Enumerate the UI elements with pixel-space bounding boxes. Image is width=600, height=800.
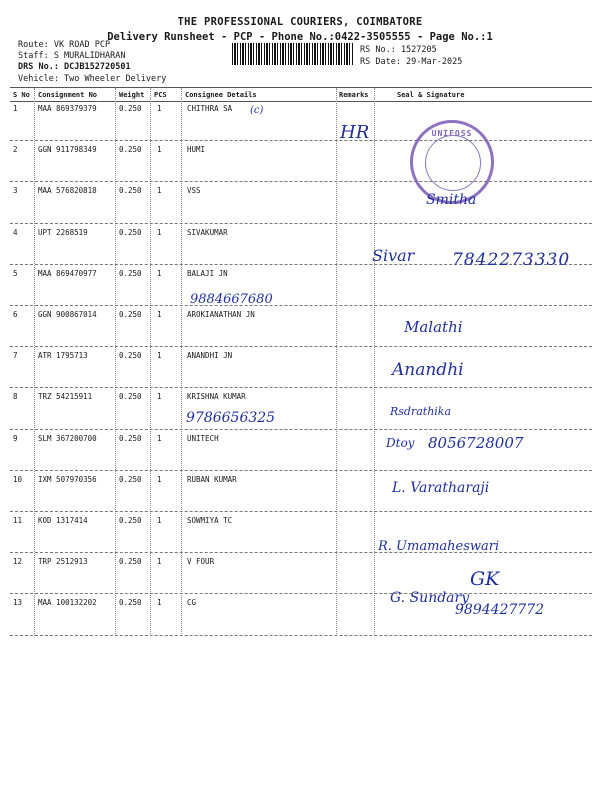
row-divider xyxy=(10,593,592,594)
cell-pcs: 1 xyxy=(157,227,162,237)
rs-date: RS Date: 29-Mar-2025 xyxy=(360,57,463,67)
cell-weight: 0.250 xyxy=(119,516,142,525)
cell-sno: 11 xyxy=(13,516,23,525)
cell-consignment: IXM 507970356 xyxy=(38,474,97,484)
cell-sno: 10 xyxy=(13,474,23,484)
cell-sno: 9 xyxy=(13,433,18,443)
cell-consignment: MAA 869379379 xyxy=(38,104,97,113)
cell-consignee: KRISHNA KUMAR xyxy=(187,392,246,402)
company-seal-stamp: UNIFOSS xyxy=(410,120,494,204)
row-divider xyxy=(10,140,592,141)
row-divider xyxy=(10,181,592,182)
cell-weight: 0.250 xyxy=(119,186,142,196)
row-divider xyxy=(10,635,592,636)
col-divider xyxy=(150,88,151,636)
cell-pcs: 1 xyxy=(157,392,162,402)
cell-weight: 0.250 xyxy=(119,598,142,608)
cell-consignment: MAA 100132202 xyxy=(38,598,97,608)
cell-sno: 4 xyxy=(13,227,18,237)
cell-sno: 8 xyxy=(13,392,18,402)
col-header-seal: Seal & Signature xyxy=(397,91,465,99)
cell-consignee: VSS xyxy=(187,186,201,196)
col-divider xyxy=(115,88,116,636)
row-divider xyxy=(10,511,592,512)
vehicle-label: Vehicle: Two Wheeler Delivery xyxy=(18,74,167,84)
cell-consignee: ANANDHI JN xyxy=(187,351,233,361)
handwritten-signature: R. Umamaheswari xyxy=(378,539,500,554)
drs-number: DRS No.: DCJB152720501 xyxy=(18,62,131,72)
handwritten-signature: L. Varatharaji xyxy=(392,480,490,496)
cell-consignee: RUBAN KUMAR xyxy=(187,474,237,484)
cell-sno: 1 xyxy=(13,104,18,113)
handwritten-signature: Anandhi xyxy=(392,360,464,380)
barcode xyxy=(232,43,354,65)
row-divider xyxy=(10,552,592,553)
cell-weight: 0.250 xyxy=(119,145,142,155)
col-divider xyxy=(181,88,182,636)
cell-pcs: 1 xyxy=(157,351,162,361)
cell-consignee: CG xyxy=(187,598,197,608)
cell-sno: 5 xyxy=(13,268,18,278)
handwritten-signature: Sivar xyxy=(372,246,415,265)
row-divider xyxy=(10,470,592,471)
handwritten-phone: 7842273330 xyxy=(452,250,571,270)
cell-consignee: CHITHRA SA xyxy=(187,104,233,113)
cell-weight: 0.250 xyxy=(119,474,142,484)
handwritten-note: (c) xyxy=(250,105,264,116)
handwritten-signature: Smitha xyxy=(426,192,477,208)
col-divider xyxy=(374,88,375,636)
cell-consignment: TRZ 54215911 xyxy=(38,392,93,402)
cell-consignee: HUMI xyxy=(187,145,206,155)
col-divider xyxy=(34,88,35,636)
col-header-pcs: PCS xyxy=(154,91,167,99)
cell-weight: 0.250 xyxy=(119,351,142,361)
handwritten-phone: 9786656325 xyxy=(186,410,276,426)
cell-consignee: AROKIANATHAN JN xyxy=(187,310,255,319)
cell-consignment: SLM 367200700 xyxy=(38,433,97,443)
cell-pcs: 1 xyxy=(157,186,162,196)
company-title: THE PROFESSIONAL COURIERS, COIMBATORE xyxy=(177,16,423,28)
cell-sno: 13 xyxy=(13,598,23,608)
cell-sno: 6 xyxy=(13,310,18,319)
cell-weight: 0.250 xyxy=(119,557,142,567)
cell-sno: 3 xyxy=(13,186,18,196)
handwritten-signature: GK xyxy=(470,568,500,590)
handwritten-phone: 9884667680 xyxy=(190,292,273,307)
col-header-weight: Weight xyxy=(119,91,145,99)
cell-weight: 0.250 xyxy=(119,268,142,278)
cell-weight: 0.250 xyxy=(119,104,142,113)
handwritten-signature: Dtoy xyxy=(386,436,415,450)
handwritten-signature: Malathi xyxy=(404,318,463,336)
cell-consignment: TRP 2512913 xyxy=(38,557,88,567)
cell-pcs: 1 xyxy=(157,310,162,319)
cell-consignee: SOWMIYA TC xyxy=(187,516,233,525)
cell-consignment: MAA 869470977 xyxy=(38,268,97,278)
handwritten-phone: 8056728007 xyxy=(428,434,524,452)
cell-pcs: 1 xyxy=(157,474,162,484)
cell-consignment: MAA 576820818 xyxy=(38,186,97,196)
cell-consignee: BALAJI JN xyxy=(187,268,228,278)
cell-weight: 0.250 xyxy=(119,310,142,319)
col-divider xyxy=(336,88,337,636)
col-header-consignment: Consignment No xyxy=(38,91,98,99)
handwritten-signature: HR xyxy=(340,122,370,143)
cell-sno: 7 xyxy=(13,351,18,361)
cell-consignee: UNITECH xyxy=(187,433,219,443)
col-header-sno: S No xyxy=(13,91,30,99)
cell-weight: 0.250 xyxy=(119,392,142,402)
cell-consignment: KOD 1317414 xyxy=(38,516,88,525)
cell-pcs: 1 xyxy=(157,268,162,278)
cell-weight: 0.250 xyxy=(119,433,142,443)
col-header-remarks: Remarks xyxy=(339,91,369,99)
col-header-consignee: Consignee Details xyxy=(185,91,257,99)
rs-number: RS No.: 1527205 xyxy=(360,45,437,55)
handwritten-phone: 9894427772 xyxy=(455,602,545,618)
staff-label: Staff: S MURALIDHARAN xyxy=(18,51,126,61)
cell-pcs: 1 xyxy=(157,433,162,443)
cell-consignee: SIVAKUMAR xyxy=(187,227,228,237)
handwritten-signature: Rsdrathika xyxy=(390,405,452,418)
cell-pcs: 1 xyxy=(157,598,162,608)
row-divider xyxy=(10,387,592,388)
cell-consignment: ATR 1795713 xyxy=(38,351,88,361)
cell-consignment: UPT 2268519 xyxy=(38,227,88,237)
cell-sno: 2 xyxy=(13,145,18,155)
cell-pcs: 1 xyxy=(157,145,162,155)
cell-pcs: 1 xyxy=(157,516,162,525)
cell-pcs: 1 xyxy=(157,557,162,567)
cell-sno: 12 xyxy=(13,557,23,567)
row-divider xyxy=(10,223,592,224)
table-top-rule xyxy=(10,87,592,88)
table-header-rule xyxy=(10,101,592,102)
runsheet-title: Delivery Runsheet - PCP - Phone No.:0422-3505555 - Page No.:1 xyxy=(107,31,493,43)
cell-consignment: GGN 911798349 xyxy=(38,145,97,155)
handwritten-signature: G. Sundary xyxy=(390,590,470,606)
row-divider xyxy=(10,305,592,306)
cell-consignee: V FOUR xyxy=(187,557,215,567)
row-divider xyxy=(10,346,592,347)
cell-weight: 0.250 xyxy=(119,227,142,237)
cell-consignment: GGN 900867014 xyxy=(38,310,97,319)
cell-pcs: 1 xyxy=(157,104,162,113)
row-divider xyxy=(10,429,592,430)
route-label: Route: VK ROAD PCP xyxy=(18,40,111,50)
